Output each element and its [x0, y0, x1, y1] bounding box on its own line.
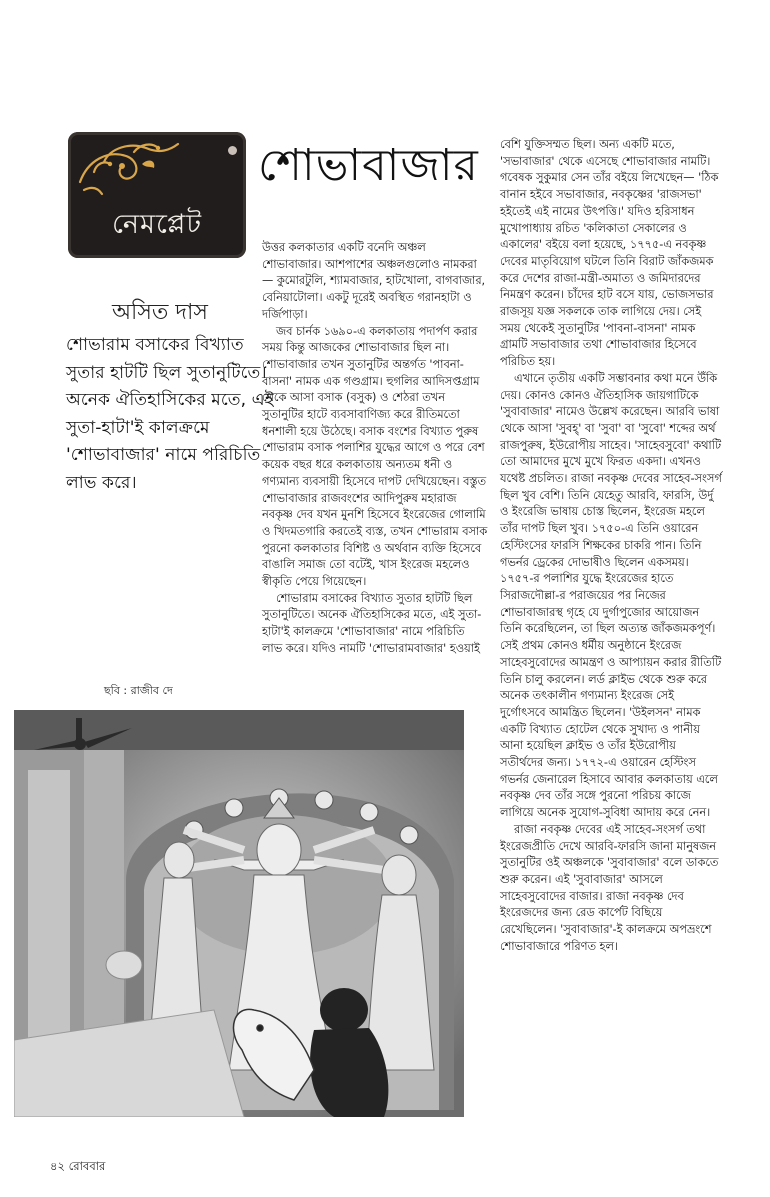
durga-idol-photo — [14, 710, 464, 1117]
author-name: অসিত দাস — [112, 300, 208, 325]
article-column-2 — [500, 137, 722, 955]
page-footer: ৪২ রোববার — [50, 1159, 106, 1173]
photo-illustration — [14, 710, 464, 1117]
nameplate-badge — [68, 132, 246, 258]
badge-pin — [228, 146, 237, 155]
section-title: শোভাবাজার — [258, 140, 479, 191]
badge-label: নেমপ্লেট — [111, 209, 203, 240]
floral-ornament-icon — [74, 138, 184, 198]
paragraph: এখানে তৃতীয় একটি সম্ভাবনার কথা মনে উঁকি দেয়। কোনও কোনও ঐতিহাসিক জায়গাটিকে 'সুবাবাজার' নামেও উল্লেখ করেছেন। আরবি ভাষা থেকে আসা 'সুবহ্' বা 'সুবা' বা 'সুবো' শব্দের অর্থ রাজপুরুষ, ইউরোপীয় সাহেব। 'সাহেবসুবো' কথাটি তো আমাদের মুখে মুখে ফিরত একদা। এখনও যথেষ্ট প্রচলিত। রাজা নবকৃষ্ণ দেবের সাহেব-সংসর্গ ছিল খুব বেশি। তিনি যেহেতু আরবি, ফারসি, উর্দু ও ইংরেজি ভাষায় চোস্ত ছিলেন, ইংরেজ মহলে তাঁর দাপট ছিল খুব। ১৭৫০-এ তিনি ওয়ারেন হেস্টিংসের ফারসি শিক্ষকের চাকরি পান। তিনি গভর্নর ড্রেকের দোভাষীও ছিলেন একসময়। ১৭৫৭-র পলাশির যুদ্ধে ইংরেজের হাতে সিরাজদৌল্লা-র পরাজয়ের পর নিজের শোভাবাজারস্থ গৃহে যে দুর্গাপুজোর আয়োজন তিনি করেছিলেন, তা ছিল অত্যন্ত জাঁকজমকপূর্ণ। সেই প্রথম কোনও ধর্মীয় অনুষ্ঠানে ইংরেজ সাহেবসুবোদের আমন্ত্রণ ও আপ্যায়ন করার রীতিটি তিনি চালু করলেন। লর্ড ক্লাইভ থেকে শুরু করে অনেক তৎকালীন গণ্যমান্য ইংরেজ সেই দুর্গোৎসবে আমন্ত্রিত ছিলেন। 'উইলসন' নামক একটি বিখ্যাত হোটেল থেকে সুখাদ্য ও পানীয় আনা হয়েছিল ক্লাইভ ও তাঁর ইউরোপীয় সতীর্থদের জন্য। ১৭৭২-এ ওয়ারেন হেস্টিংস গভর্নর জেনারেল হিসাবে আবার কলকাতায় এলে নবকৃষ্ণ দেব তাঁর সঙ্গে পুরনো পরিচয় কাজে লাগিয়ে অনেক সুযোগ-সুবিধা আদায় করে নেন। — [500, 371, 722, 820]
paragraph: উত্তর কলকাতার একটি বনেদি অঞ্চল শোভাবাজার। আশপাশের অঞ্চলগুলোও নামকরা— কুমোরটুলি, শ্যামবাজার, হাটখোলা, বাগবাজার, বেনিয়াটোলা। একটু দূরেই অবস্থিত গরানহাটা ও দর্জিপাড়া। — [262, 241, 486, 321]
paragraph: রাজা নবকৃষ্ণ দেবের এই সাহেব-সংসর্গ তথা ইংরেজপ্রীতি দেখে আরবি-ফারসি জানা মানুষজন সুতানুটির ওই অঞ্চলকে 'সুবাবাজার' বলে ডাকতে শুরু করেন। এই 'সুবাবাজার' আসলে সাহেবসুবোদের বাজার। রাজা নবকৃষ্ণ দেব ইংরেজদের জন্য রেড কার্পেট বিছিয়ে রেখেছিলেন। 'সুবাবাজার'-ই কালক্রমে অপভ্রংশে শোভাবাজারে পরিণত হল। — [500, 822, 719, 953]
photo-credit: ছবি : রাজীব দে — [104, 684, 173, 697]
pull-quote: শোভারাম বসাকের বিখ্যাত সুতার হাটটি ছিল সুতানুটিতে। অনেক ঐতিহাসিকের মতে, এই সুতা-হাটা'ই কালক্রমে 'শোভাবাজার' নামে পরিচিতি লাভ করে। — [66, 335, 274, 493]
paragraph: বেশি যুক্তিসম্মত ছিল। অন্য একটি মতে, 'সভাবাজার' থেকে এসেছে শোভাবাজার নামটি। গবেষক সুকুমার সেন তাঁর বইয়ে লিখেছেন— 'ঠিক বানান হইবে সভাবাজার, নবকৃষ্ণের 'রাজসভা' হইতেই এই নামের উৎপত্তি।' যদিও হরিসাধন মুখোপাধ্যায় রচিত 'কলিকাতা সেকালের ও একালের' বইয়ে বলা হয়েছে, ১৭৭৫-এ নবকৃষ্ণ দেবের মাতৃবিয়োগ ঘটলে তিনি বিরাট জাঁকজমক করে দেশের রাজা-মন্ত্রী-অমাত্য ও জমিদারদের নিমন্ত্রণ করেন। চাঁদের হাট বসে যায়, ভোজসভার রাজসূয় যজ্ঞ সকলকে তাক লাগিয়ে দেয়। সেই সময় থেকেই সুতানুটির 'পাবনা-বাসনা' নামক গ্রামটি সভাবাজার তথা শোভাবাজার হিসেবে পরিচিত হয়। — [500, 138, 719, 369]
article-column-1 — [262, 240, 488, 658]
paragraph: শোভারাম বসাকের বিখ্যাত সুতার হাটটি ছিল সুতানুটিতে। অনেক ঐতিহাসিকের মতে, এই সুতা-হাটা'ই কালক্রমে 'শোভাবাজার' নামে পরিচিতি লাভ করে। যদিও নামটি 'শোভারামবাজার' হওয়াই — [262, 591, 482, 655]
paragraph: জব চার্নক ১৬৯০-এ কলকাতায় পদার্পণ করার সময় কিন্তু আজকের শোভাবাজার ছিল না। শোভাবাজার তখন সুতানুটির অন্তর্গত 'পাবনা-বাসনা' নামক এক গণ্ডগ্রাম। হুগলির আদিসপ্তগ্রাম থেকে আসা বসাক (বসুক) ও শেঠরা তখন সুতানুটির হাটে ব্যবসাবাণিজ্য করে রীতিমতো ধনশালী হয়ে উঠেছে। বসাক বংশের বিখ্যাত পুরুষ শোভারাম বসাক পলাশির যুদ্ধের আগে ও পরে বেশ কয়েক বছর ধরে কলকাতায় অন্যতম ধনী ও গণ্যমান্য ব্যবসায়ী হিসেবে দাপট দেখিয়েছেন। বস্তুত শোভাবাজার রাজবংশের আদিপুরুষ মহারাজ নবকৃষ্ণ দেব যখন মুনশি হিসেবে ইংরেজের গোলামি ও খিদমতগারি করতেই ব্যস্ত, তখন শোভারাম বসাক পুরনো কলকাতার বিশিষ্ট ও অর্থবান ব্যক্তি হিসেবে বাঙালি সমাজ তো বটেই, খাস ইংরেজ মহলেও স্বীকৃতি পেয়ে গিয়েছেন। — [262, 324, 488, 589]
